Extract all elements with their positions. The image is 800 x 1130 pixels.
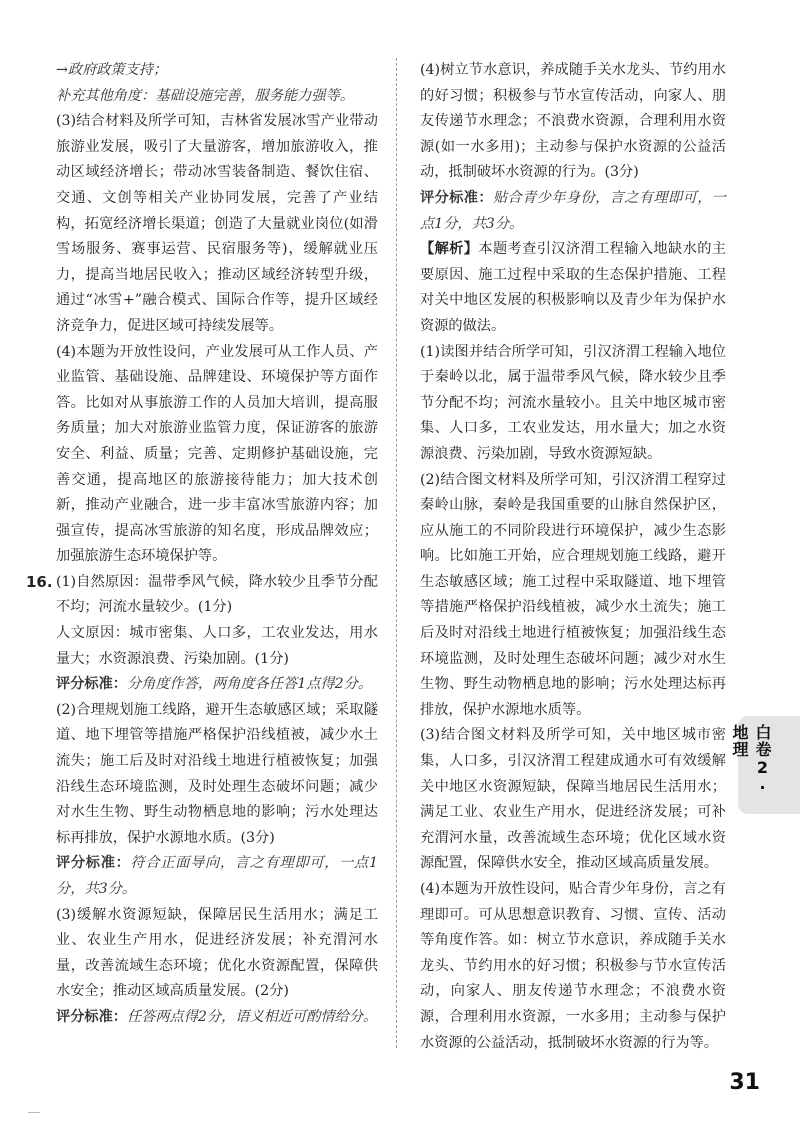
left-column <box>26 58 378 1031</box>
analysis-2: (2)结合图文材料及所学可知，引汉济渭工程穿过秦岭山脉，秦岭是我国重要的山脉自然保护区，应从施工的不同阶段进行环境保护，减少生态影响。比如施工开始，应合理规划施工线路，避开生态敏感区域；施工过程中采取隧道、地下埋管等措施严格保护沿线植被，减少水土流失；施工后及时对沿线土地进行植被恢复；加强沿线生态环境监测，及时处理生态破坏问题；减少对水生生物、野生动物栖息地的影响；污水处理达标再排放，保护水源地水质等。 <box>420 471 726 718</box>
answer-16-1-human: 人文原因：城市密集、人口多，工农业发达，用水量大；水资源浪费、污染加剧。(1分) <box>56 625 378 667</box>
right-column <box>420 58 726 1056</box>
analysis-3: (3)结合图文材料及所学可知，关中地区城市密集，人口多，引汉济渭工程建成通水可有效缓解关中地区水资源短缺，保障当地居民生活用水；满足工业、农业生产用水，促进经济发展；可补充渭河水量，改善流域生态环境；优化区域水资源配置，保障供水安全，推动区域高质量发展。 <box>420 727 726 872</box>
answer-15-3: (3)结合材料及所学可知，吉林省发展冰雪产业带动旅游业发展，吸引了大量游客，增加旅游收入，推动区域经济增长；带动冰雪装备制造、餐饮住宿、交通、文创等相关产业协同发展，完善了产业结构，拓宽经济增长渠道；创造了大量就业岗位(如滑雪场服务、赛事运营、民宿服务等)，缓解就业压力，提高当地居民收入；推动区域经济转型升级，通过“冰雪+”融合模式、国际合作等，提升区域经济竞争力，促进区域可持续发展等。 <box>56 113 378 334</box>
answer-16-4: (4)树立节水意识，养成随手关水龙头、节约用水的好习惯；积极参与节水宣传活动，向家人、朋友传递节水理念；不浪费水资源，合理利用水资源(如一水多用)；主动参与保护水资源的公益活动，抵制破坏水资源的行为。(3分) <box>420 62 726 181</box>
answer-16-2: (2)合理规划施工线路，避开生态敏感区域；采取隧道、地下埋管等措施严格保护沿线植被，减少水土流失；施工后及时对沿线土地进行植被恢复；加强沿线生态环境监测，及时处理生态破坏问题；减少对水生生物、野生动物栖息地的影响；污水处理达标再排放，保护水源地水质。(3分) <box>56 701 378 846</box>
intro-line-2: 补充其他角度：基础设施完善，服务能力强等。 <box>56 87 354 104</box>
grading-label: 评分标准： <box>56 1008 127 1025</box>
answer-16-3: (3)缓解水资源短缺，保障居民生活用水；满足工业、农业生产用水，促进经济发展；补充渭河水量，改善流域生态环境；优化水资源配置，保障供水安全；推动区域高质量发展。(2分) <box>56 906 378 1000</box>
grading-text: 分角度作答，两角度各任答1点得2分。 <box>126 676 373 693</box>
analysis-4: (4)本题为开放性设问，贴合青少年身份，言之有理即可。可从思想意识教育、习惯、宣传、活动等角度作答。如：树立节水意识，养成随手关水龙头、节约用水的好习惯；积极参与节水宣传活动，向家人、朋友传递节水理念；不浪费水资源，合理利用水资源，一水多用；主动参与保护水资源的公益活动，抵制破坏水资源的行为等。 <box>420 881 726 1051</box>
intro-line-1: →政府政策支持； <box>56 62 168 78</box>
grading-label: 评分标准： <box>420 189 493 206</box>
page-number: 31 <box>729 1070 760 1095</box>
grading-16-3 <box>56 1005 378 1031</box>
analysis-label: 【解析】 <box>420 241 479 258</box>
grading-label: 评分标准： <box>56 855 131 872</box>
analysis-intro-text: 本题考查引汉济渭工程输入地缺水的主要原因、施工过程中采取的生态保护措施、工程对关中地区发展的积极影响以及青少年为保护水资源的做法。 <box>420 241 726 334</box>
grading-16-2 <box>56 851 378 902</box>
grading-16-1 <box>56 672 378 698</box>
section-tab <box>730 716 800 814</box>
grading-label: 评分标准： <box>56 676 127 693</box>
grading-text: 符合正面导向，言之有理即可，一点1分，共3分。 <box>56 855 378 897</box>
grading-text: 贴合青少年身份，言之有理即可，一点1分，共3分。 <box>420 189 726 232</box>
grading-16-4 <box>420 186 726 237</box>
column-divider <box>396 58 397 1048</box>
grading-text: 任答两点得2分，语义相近可酌情给分。 <box>126 1008 378 1025</box>
question-16 <box>26 570 378 621</box>
answer-15-4: (4)本题为开放性设问，产业发展可从工作人员、产业监管、基础设施、品牌建设、环境保护等方面作答。比如对从事旅游工作的人员加大培训，提高服务质量；加大对旅游业监管力度，保证游客的旅游安全、利益、质量；完善、定期修护基础设施，完善交通，提高地区的旅游接待能力；加大技术创新，推动产业融合，进一步丰富冰雪旅游内容；加强宣传，提高冰雪旅游的知名度，形成品牌效应；加强旅游生态环境保护等。 <box>56 343 378 565</box>
answer-16-1-natural: (1)自然原因：温带季风气候，降水较少且季节分配不均；河流水量较少。(1分) <box>56 573 378 616</box>
section-tab-label: 白卷2·地理 <box>730 724 772 798</box>
corner-mark <box>28 1112 40 1113</box>
analysis-1: (1)读图并结合所学可知，引汉济渭工程输入地位于秦岭以北，属于温带季风气候，降水较少且季节分配不均；河流水量较小。且关中地区城市密集、人口多，工农业发达，用水量大；加之水资源浪费、污染加剧，导致水资源短缺。 <box>420 343 726 462</box>
analysis-intro <box>420 237 726 339</box>
question-number-16: 16. <box>26 572 53 591</box>
